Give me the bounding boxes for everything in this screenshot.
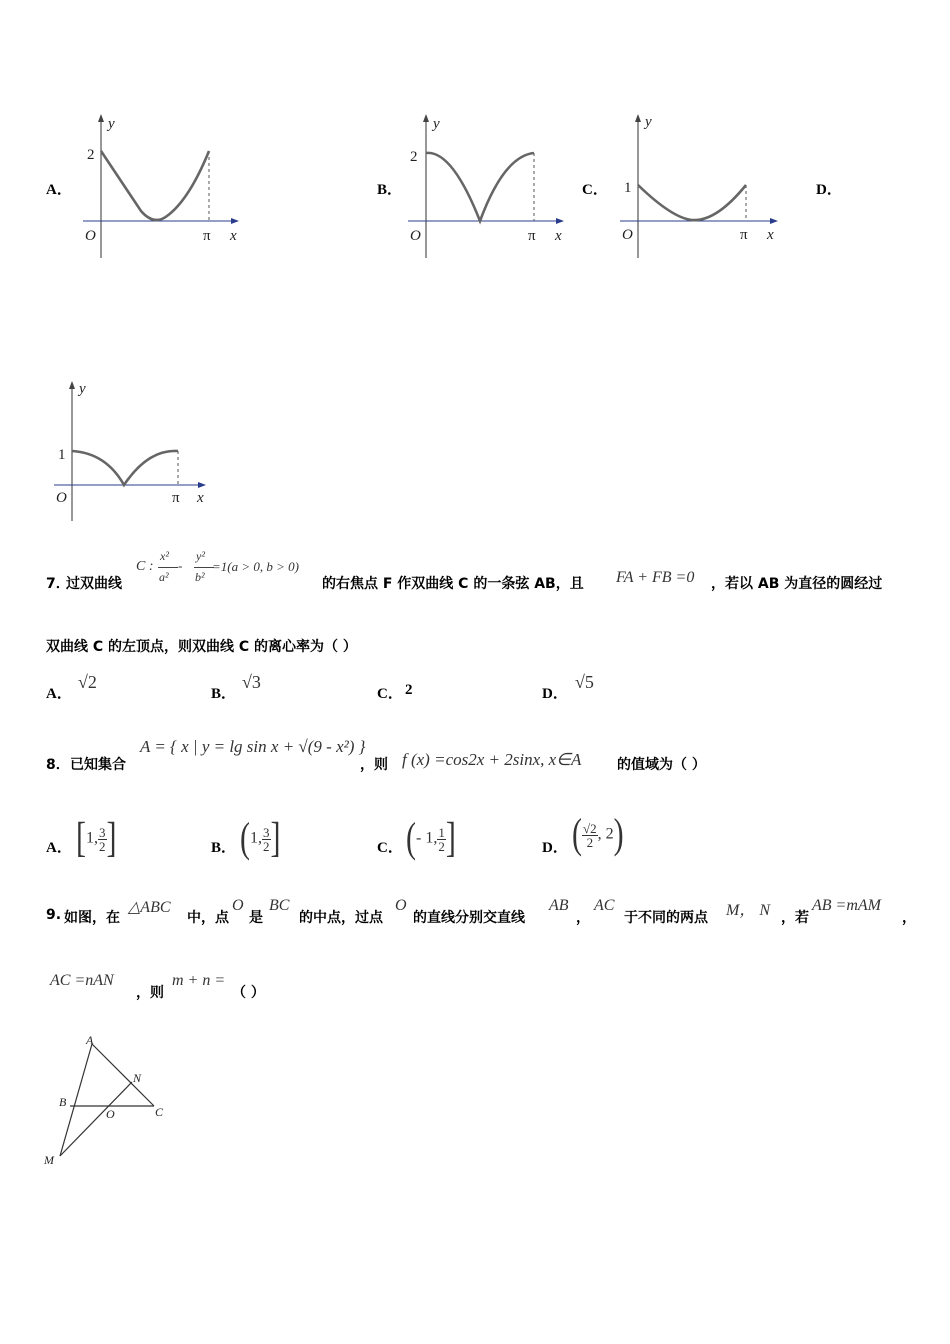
q9-line-ab: AB bbox=[549, 897, 569, 914]
q7-option-c-value: 2 bbox=[405, 682, 413, 698]
y-tick-label: 2 bbox=[87, 147, 95, 163]
q8-mid: ，则 bbox=[360, 757, 388, 773]
curve-a bbox=[101, 151, 209, 220]
option-b-label: B． bbox=[377, 182, 403, 198]
graph-option-c bbox=[612, 108, 787, 260]
origin-label: O bbox=[85, 228, 96, 244]
frac2-num: y² bbox=[196, 549, 205, 563]
q7-option-d-value: √5 bbox=[575, 672, 594, 692]
q8-set: A = { x | y = lg sin x + √(9 - x²) } bbox=[140, 737, 366, 756]
frac1-den: a² bbox=[159, 570, 169, 584]
question-lead: 过双曲线 bbox=[66, 576, 122, 592]
option-c-label: C． bbox=[582, 182, 608, 198]
y-tick-label: 1 bbox=[624, 180, 632, 196]
question-text-1: 的右焦点 F 作双曲线 C 的一条弦 AB，且 bbox=[322, 576, 584, 592]
q9-text-1: 如图，在 bbox=[64, 910, 120, 926]
q9-point-o-2: O bbox=[395, 897, 407, 914]
q9-points-mn: M， N bbox=[726, 902, 771, 919]
q9-point-o: O bbox=[232, 897, 244, 914]
origin-label: O bbox=[56, 490, 67, 506]
q9-text-3: 是 bbox=[249, 910, 263, 926]
label-b: B bbox=[59, 1095, 67, 1109]
q8-option-a-label: A． bbox=[46, 840, 72, 856]
q8-option-b-label: B． bbox=[211, 840, 237, 856]
y-axis-arrow bbox=[69, 381, 75, 389]
q9-text-9: ，则 bbox=[136, 985, 164, 1001]
x-tick-label: π bbox=[203, 228, 211, 244]
y-axis-label: y bbox=[79, 381, 86, 397]
q8-option-d-value: ( $\frac{√2}{2}$ , 2) bbox=[572, 811, 624, 858]
q8-option-d-label: D． bbox=[542, 840, 568, 856]
q8-lead: 已知集合 bbox=[70, 757, 126, 773]
q9-segment-bc: BC bbox=[269, 897, 290, 914]
q8-option-c-value: (- 1, $\frac{1}{2}$ ] bbox=[406, 815, 456, 862]
q9-equation-1: AB =mAM bbox=[812, 897, 881, 914]
label-m: M bbox=[44, 1153, 54, 1167]
curve-name: C : bbox=[136, 559, 154, 574]
q8-tail: 的值域为（ ） bbox=[617, 757, 706, 773]
y-tick-label: 1 bbox=[58, 447, 66, 463]
question-7-line-2: 双曲线 C 的左顶点，则双曲线 C 的离心率为（ ） bbox=[46, 639, 357, 655]
question-9-line-2 bbox=[46, 970, 446, 1000]
q7-option-c-label: C． bbox=[377, 686, 403, 702]
label-o: O bbox=[106, 1107, 115, 1121]
q9-text-5: 的直线分别交直线 bbox=[413, 910, 525, 926]
line-ac bbox=[92, 1044, 154, 1106]
frac1-num: x² bbox=[160, 549, 169, 563]
minus-sign: - bbox=[178, 558, 183, 573]
label-n: N bbox=[133, 1071, 142, 1085]
q7-option-a-label: A． bbox=[46, 686, 72, 702]
y-axis-label: y bbox=[433, 116, 440, 132]
y-axis-label: y bbox=[108, 116, 115, 132]
x-axis-label: x bbox=[197, 490, 204, 506]
y-axis-label: y bbox=[645, 114, 652, 130]
q9-triangle-figure bbox=[40, 1030, 180, 1170]
frac2-den: b² bbox=[195, 570, 205, 584]
y-tick-label: 2 bbox=[410, 149, 418, 165]
vector-equation: FA + FB =0 bbox=[616, 569, 695, 586]
curve-d bbox=[72, 451, 178, 485]
curve-c bbox=[638, 185, 746, 220]
q9-text-8: ， bbox=[902, 910, 916, 926]
y-axis-arrow bbox=[635, 114, 641, 122]
x-axis-label: x bbox=[230, 228, 237, 244]
q9-text-6: 于不同的两点 bbox=[624, 910, 708, 926]
x-axis-arrow bbox=[556, 218, 564, 224]
graph-option-b bbox=[400, 110, 570, 260]
question-number: 7． bbox=[46, 576, 70, 592]
q8-function: f (x) =cos2x + 2sinx, x∈A bbox=[402, 750, 582, 769]
label-c: C bbox=[155, 1105, 164, 1119]
x-axis-arrow bbox=[198, 482, 206, 488]
q7-option-b-label: B． bbox=[211, 686, 237, 702]
x-tick-label: π bbox=[528, 228, 536, 244]
question-9-line-1 bbox=[46, 895, 926, 925]
x-axis-label: x bbox=[555, 228, 562, 244]
q7-option-d-label: D． bbox=[542, 686, 568, 702]
q8-options bbox=[46, 811, 926, 870]
q9-triangle: △ABC bbox=[128, 899, 171, 916]
curve-b bbox=[426, 153, 534, 221]
y-axis-arrow bbox=[98, 114, 104, 122]
origin-label: O bbox=[410, 228, 421, 244]
graph-option-a bbox=[75, 110, 245, 260]
graph-option-d bbox=[46, 375, 216, 525]
q9-text-10: （ ） bbox=[232, 985, 265, 1001]
x-tick-label: π bbox=[740, 227, 748, 243]
q9-comma: ， bbox=[576, 910, 590, 926]
x-axis-label: x bbox=[767, 227, 774, 243]
question-7 bbox=[46, 545, 926, 605]
option-a-label: A． bbox=[46, 182, 72, 198]
q9-text-2: 中，点 bbox=[187, 910, 229, 926]
frac2-bar bbox=[194, 567, 214, 568]
q9-equation-3: m + n = bbox=[172, 972, 226, 989]
q8-option-c-label: C． bbox=[377, 840, 403, 856]
x-axis-arrow bbox=[770, 218, 778, 224]
q7-option-a-value: √2 bbox=[78, 672, 97, 692]
q9-text-4: 的中点，过点 bbox=[299, 910, 383, 926]
question-text-2: ，若以 AB 为直径的圆经过 bbox=[711, 576, 883, 592]
option-d-label: D． bbox=[816, 182, 842, 198]
q9-text-7: ，若 bbox=[781, 910, 809, 926]
frac1-bar bbox=[158, 567, 178, 568]
label-a: A bbox=[86, 1033, 94, 1047]
q8-number: 8． bbox=[46, 757, 70, 773]
q9-line-ac: AC bbox=[594, 897, 615, 914]
y-axis-arrow bbox=[423, 114, 429, 122]
x-tick-label: π bbox=[172, 490, 180, 506]
x-axis-arrow bbox=[231, 218, 239, 224]
q8-option-a-value: [1, $\frac{3}{2}$ ] bbox=[76, 815, 117, 862]
q7-option-b-value: √3 bbox=[242, 672, 261, 692]
q8-option-b-value: (1, $\frac{3}{2}$ ] bbox=[240, 815, 281, 862]
q9-equation-2: AC =nAN bbox=[50, 972, 114, 989]
origin-label: O bbox=[622, 227, 633, 243]
q9-number: 9. bbox=[46, 907, 62, 923]
condition: =1(a > 0, b > 0) bbox=[212, 559, 299, 574]
